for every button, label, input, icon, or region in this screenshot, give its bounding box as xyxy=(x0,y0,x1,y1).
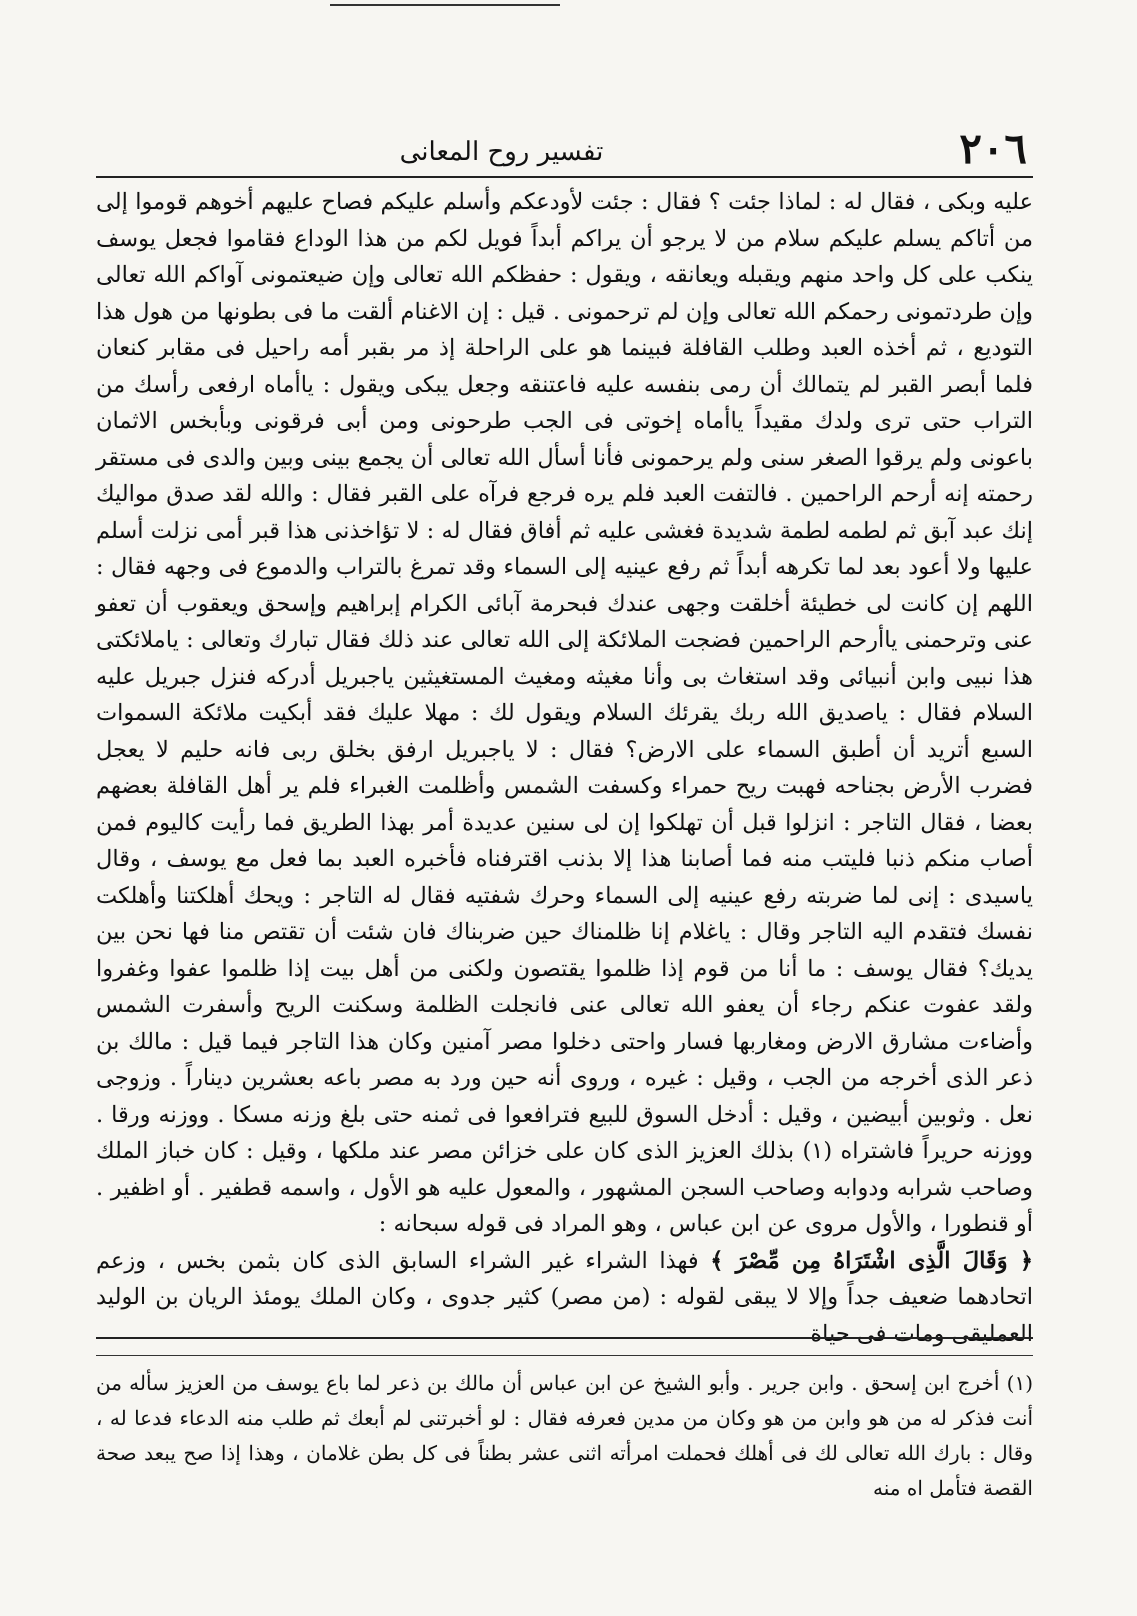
body-paragraph: عليه وبكى ، فقال له : لماذا جئت ؟ فقال : جئت لأودعكم وأسلم عليكم فصاح عليهم أخوهم قوموا إلى من أتاكم يسلم عليكم سلام من لا يرجو أن يراكم أبداً فويل لكم من هذا الوداع فقاموا فجعل يوسف ينكب على كل واحد منهم ويقبله ويعانقه ، ويقول : حفظكم الله تعالى وإن ضيعتمونى آواكم الله تعالى وإن طردتمونى رحمكم الله تعالى وإن لم ترحمونى . قيل : إن الاغنام ألقت ما فى بطونها من هول هذا التوديع ، ثم أخذه العبد وطلب القافلة فبينما هو على الراحلة إذ مر بقبر أمه راحيل فى مقابر كنعان فلما أبصر القبر لم يتمالك أن رمى بنفسه عليه فاعتنقه وجعل يبكى ويقول : ياأماه ارفعى رأسك من التراب حتى ترى ولدك مقيداً ياأماه إخوتى فى الجب طرحونى ومن أبى فرقونى وبأبخس الاثمان باعونى ولم يرقوا الصغر سنى ولم يرحمونى فأنا أسأل الله تعالى أن يجمع بينى وبين والدى فى مستقر رحمته إنه أرحم الراحمين . فالتفت العبد فلم يره فرجع فرآه على القبر فقال : والله لقد صدق مواليك إنك عبد آبق ثم لطمه لطمة شديدة فغشى عليه ثم أفاق فقال له : لا تؤاخذنى هذا قبر أمى نزلت أسلم عليها ولا أعود بعد لما تكرهه أبداً ثم رفع عينيه إلى السماء وقد تمرغ بالتراب والدموع فى وجهه فقال : اللهم إن كانت لى خطيئة أخلقت وجهى عندك فبحرمة آبائى الكرام إبراهيم وإسحق ويعقوب أن تعفو عنى وترحمنى ياأرحم الراحمين فضجت الملائكة إلى الله تعالى عند ذلك فقال تبارك وتعالى : ياملائكتى هذا نبيى وابن أنبيائى وقد استغاث بى وأنا مغيثه ومغيث المستغيثين ياجبريل أدركه فنزل جبريل عليه السلام فقال : ياصديق الله ربك يقرئك السلام ويقول لك : مهلا عليك فقد أبكيت ملائكة السموات السبع أتريد أن أطبق السماء على الارض؟ فقال : لا ياجبريل ارفق بخلق ربى فانه حليم لا يعجل فضرب الأرض بجناحه فهبت ريح حمراء وكسفت الشمس وأظلمت الغبراء فلم ير أهل القافلة بعضهم بعضا ، فقال التاجر : انزلوا قبل أن تهلكوا إن لى سنين عديدة أمر بهذا الطريق فما رأيت كاليوم فمن أصاب منكم ذنبا فليتب منه فما أصابنا هذا إلا بذنب اقترفناه فأخبره العبد بما فعل مع يوسف ، وقال ياسيدى : إنى لما ضربته رفع عينيه إلى السماء وحرك شفتيه فقال له التاجر : ويحك أهلكتنا وأهلكت نفسك فتقدم اليه التاجر وقال : ياغلام إنا ظلمناك حين ضربناك فان شئت أن تقتص منا فها نحن بين يديك؟ فقال يوسف : ما أنا من قوم إذا ظلموا يقتصون ولكنى من أهل بيت إذا ظلموا عفوا وغفروا ولقد عفوت عنكم رجاء أن يعفو الله تعالى عنى فانجلت الظلمة وسكنت الريح وأسفرت الشمس وأضاءت مشارق الارض ومغاربها فسار واحتى دخلوا مصر آمنين وكان هذا التاجر فيما قيل : مالك بن ذعر الذى أخرجه من الجب ، وقيل : غيره ، وروى أنه حين ورد به مصر باعه بعشرين ديناراً . وزوجى نعل . وثوبين أبيضين ، وقيل : أدخل السوق للبيع فترافعوا فى ثمنه حتى بلغ وزنه مسكا . ووزنه ورقا . ووزنه حريراً فاشتراه (١) بذلك العزيز الذى كان على خزائن مصر عند ملكها ، وقيل : كان خباز الملك وصاحب شرابه ودوابه وصاحب السجن المشهور ، والمعول عليه هو الأول ، واسمه قطفير . أو اظفير . أو قنطورا ، والأول مروى عن ابن عباس ، وهو المراد فى قوله سبحانه : xyxy=(96,189,1034,1237)
main-text-rule xyxy=(96,1337,1033,1339)
running-title: تفسير روح المعانى xyxy=(399,137,604,167)
quran-verse: ﴿ وَقَالَ الَّذِى اشْتَرَاهُ مِن مِّصْرَ ﴾ xyxy=(710,1247,1034,1274)
footnotes xyxy=(96,1366,1033,1506)
header-rule xyxy=(96,176,1033,178)
footnote-rule xyxy=(96,1355,1033,1356)
verse-commentary: فهذا الشراء غير الشراء السابق الذى كان بثمن بخس ، وزعم اتحادهما ضعيف جداً وإلا لا يبقى لقوله : (من مصر) كثير جدوى ، وكان الملك يومئذ الريان بن الوليد العمليقى ومات فى حياة xyxy=(96,1247,1033,1347)
page-number: ٢٠٦ xyxy=(959,124,1027,173)
verse-paragraph xyxy=(96,1243,1033,1353)
page-header xyxy=(96,124,1027,174)
top-rule xyxy=(330,4,560,6)
main-text xyxy=(96,184,1033,1352)
footnote-1: (١) أخرج ابن إسحق . وابن جرير . وأبو الشيخ عن ابن عباس أن مالك بن ذعر لما باع يوسف من العزيز سأله من أنت فذكر له من هو وابن من هو وكان من مدين فعرفه فقال : لو أخبرتنى لم أبعك ثم طلب منه الدعاء فدعا له ، وقال : بارك الله تعالى لك فى أهلك فحملت امرأته اثنى عشر بطناً فى كل بطن غلامان ، وهذا إذا صح يبعد صحة القصة فتأمل اه منه xyxy=(96,1371,1033,1500)
